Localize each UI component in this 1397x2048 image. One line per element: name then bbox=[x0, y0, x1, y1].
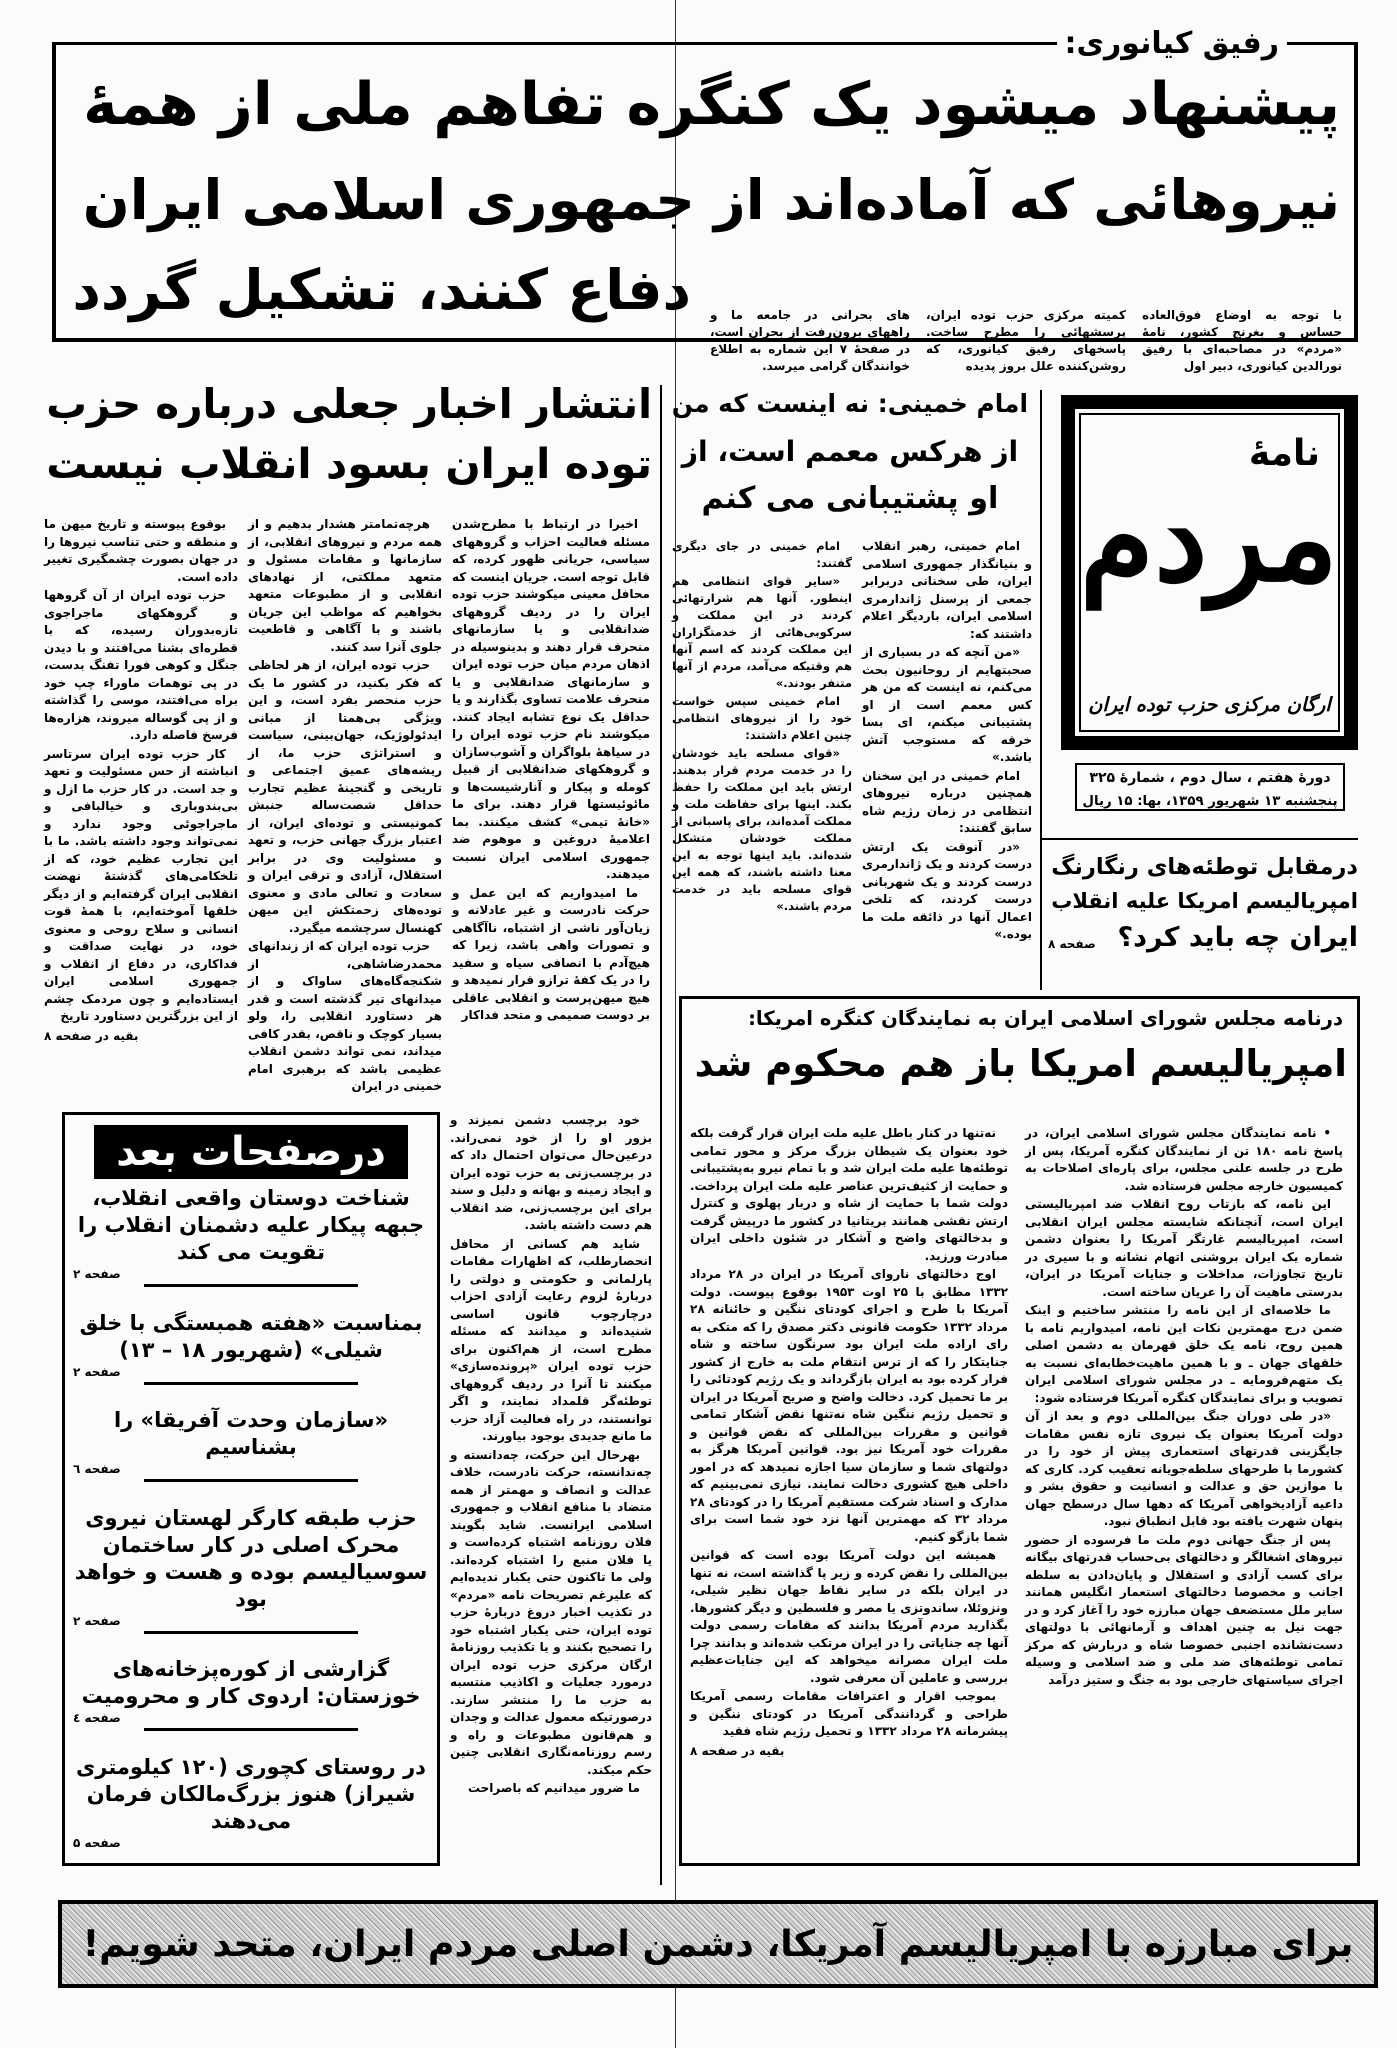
paragraph: حزب توده ایران، از هر لحاظی که فکر بکنید، در کشور ما یک حزب منحصر بفرد است، و این ویژگی بی‌همتا از مبانی ایدئولوژیک، جهان‌بینی، سیاست و استراتژی حزب ما، از ریشه‌های عمیق اجتماعی و تاریخی و گنجینهٔ عظیم تجارب حداقل شصت‌ساله جنبش کمونیستی و توده‌ای ایران، از اعتبار بزرگ جهانی حزب، و تعهد و مسئولیت وی در برابر استقلال، آزادی و ترقی ایران و سعادت و تعالی مادی و معنوی توده‌های زحمتکش این میهن کهنسال سرچشمه میگیرد. bbox=[248, 658, 442, 935]
paragraph: امام خمینی در این سخنان همچنین درباره نیروهای انتظامی در زمان رژیم شاه سابق گفتند: bbox=[862, 768, 1032, 835]
lead-headline-line-3 bbox=[66, 258, 691, 343]
column-divider bbox=[1040, 390, 1042, 990]
next-pages-item-title: شناخت دوستان واقعی انقلاب، جبهه پیکار علیه دشمنان انقلاب را تقویت می کند bbox=[77, 1186, 425, 1264]
next-pages-item[interactable] bbox=[73, 1505, 429, 1639]
next-pages-item-page: صفحه ۲ bbox=[73, 1613, 121, 1628]
issue-date-price: پنجشنبه ۱۳ شهریور ۱۳۵۹، بها: ۱۵ ریال bbox=[1082, 794, 1338, 809]
majlis-column-left bbox=[690, 1125, 1008, 1760]
sidebar-headline-text: درمقابل توطئه‌های رنگارنگ bbox=[1051, 854, 1358, 880]
paragraph: «سایر قوای انتظامی هم اینطور. آنها هم شرارتهائی کردند در این مملکت و سرکوبی‌هائی از خدمتگزاران این مملکت کردند که اسم آنها هم وقتیکه می‌آمد، مردم از آنها متنفر بودند.» bbox=[672, 574, 852, 690]
next-pages-item-page: صفحه ۲ bbox=[73, 1267, 121, 1281]
lead-story-box bbox=[52, 42, 1358, 373]
tudeh-continued-note: بقیه در صفحه ۸ bbox=[44, 1028, 139, 1043]
sidebar-headline-line-2 bbox=[1048, 890, 1358, 922]
lead-summary-col-1: با توجه به اوضاع فوق‌العاده حساس و بغرنج کشور، نامهٔ «مردم» در مصاحبه‌ای با رفیق نورالدین کیانوری، دبیر اول bbox=[1142, 308, 1342, 373]
khomeini-headline-text: امام خمینی: نه اینست که من bbox=[671, 389, 1028, 418]
lead-summary-col-2: کمیته مرکزی حزب توده ایران، پرسشهائی را مطرح ساخت. پاسخهای رفیق کیانوری، که روشن‌کننده علل بروز پدیده‌ bbox=[926, 308, 1126, 373]
khomeini-headline-line-3 bbox=[700, 481, 1000, 528]
paragraph: «قوای مسلحه باید خودشان را در خدمت مردم قرار بدهند. ارتش باید این مملکت را حفظ بکند. اینها برای حفاظت ملت و مملکت آمده‌اند، برای پاسبانی از مملکت خودشان متشکل شده‌اند. باید اینها توجه به این معنا داشته باشند، که همه این قوای مسلحه باید در خدمت مردم باشند.» bbox=[672, 746, 852, 913]
paragraph: «در آنوقت یک ارتش درست کردند و یک ژاندارمری درست کردند و یک شهربانی درست کردند، که تلخی اعمال آنها در ذائقه ملت ما بوده.» bbox=[862, 839, 1032, 941]
paragraph: حزب توده ایران که از زندانهای محمدرضاشاهی، از شکنجه‌گاه‌های ساواک و از میدانهای تیر گذشته است و قدر هر دستاورد انقلابی را، ولو بسیار کوچک و ناقص، بقدر کافی میداند، نمی تواند دشمن انقلاب عظیمی باشد که برهبری امام خمینی در ایران bbox=[248, 939, 442, 1093]
next-pages-item[interactable] bbox=[73, 1310, 429, 1390]
divider bbox=[144, 1728, 358, 1731]
paragraph: بوقوع پیوسته و تاریخ میهن ما و منطقه و حتی تناسب نیروها را در جهان بصورت چشمگیری تغییر داده است. bbox=[44, 517, 238, 584]
sidebar-headline-row-3 bbox=[1048, 924, 1358, 951]
next-pages-item-title: بمناسبت «هفته همبستگی با خلق شیلی» (شهریور ۱۸ – ۱۳) bbox=[79, 1310, 423, 1362]
paragraph: خود برچسب دشمن نمیزند و بزور او را از خود نمی‌راند. درعین‌حال می‌توان احتمال داد که در برچسب‌زنی به حزب توده ایران و ایجاد زمینه و بهانه و دلیل و سند برای این برچسب‌زنی، ضد انقلاب هم دست داشته باشد. bbox=[450, 1113, 652, 1232]
paragraph: هرچه‌تمامتر هشدار بدهیم و از همه مردم و نیروهای انقلابی، از سازمانها و مقامات مسئول و متعهد مملکتی، از نهادهای انقلابی و از مطبوعات متعهد بخواهیم که مواظب این جریان باشند و با آگاهی و قاطعیت جلوی آنرا سد کنند. bbox=[248, 517, 442, 654]
divider bbox=[144, 1382, 358, 1385]
issue-line-1 bbox=[1081, 766, 1339, 789]
divider bbox=[144, 1479, 358, 1482]
paragraph: • نامه نمایندگان مجلس شورای اسلامی ایران، در پاسخ نامه ۱۸۰ تن از نمایندگان کنگره آمریکا، پس از طرح در جلسه علنی مجلس، برای پاره‌ای اصلاحات به کمیسیون خارجه مجلس فرستاده شد. bbox=[1025, 1126, 1343, 1193]
majlis-kicker-text: درنامه مجلس شورای اسلامی ایران به نمایندگان کنگره امریکا: bbox=[748, 1007, 1343, 1030]
divider bbox=[144, 1631, 358, 1634]
khomeini-headline-line-2 bbox=[680, 435, 1020, 482]
khomeini-column-left bbox=[672, 538, 852, 916]
masthead-logo bbox=[1061, 395, 1358, 750]
issue-number: دورهٔ هفتم ، سال دوم ، شمارهٔ ۳۲۵ bbox=[1089, 770, 1331, 786]
tudeh-headline-text: توده ایران بسود انقلاب نیست bbox=[46, 440, 652, 488]
paragraph: «در طی دوران جنگ بین‌المللی دوم و بعد از آن دولت آمریکا بعنوان یک نیروی تازه نفس مقامات جایگزینی قدرتهای استعماری پیش از خود را در کشورما با طرحهای سلطه‌جویانه تعقیب کرد. کاری که با موازین حق و عدالت و انسانیت و حقوق بشر و داعیه آزادیخواهی آمریکا که دهها سال درسطح جهان پنهان شهرت یافته بود قابل انطباق نبود. bbox=[1025, 1409, 1343, 1528]
issue-info-box bbox=[1075, 763, 1345, 811]
paragraph: پس از جنگ جهانی دوم ملت ما فرسوده از حضور نیروهای اشغالگر و دخالتهای بی‌حساب قدرتهای بیگانه برای کسب آزادی و استقلال و پایان‌دادن به سلطه اجانب و مخصوصا دخالتهای استعمار انگلیس همانند سایر ملل مستضعف جهان مبارزه خود را آغاز کرد و در جهت نیل به چنین اهداف و آرمانهائی با دولتهای دست‌نشانده اجنبی خصوصا شاه و دربارش که مرکز تمامی توطئه‌های ضد ملی و ضد اسلامی و وسیله اجرای سیاستهای خارجی بود به جنگ و ستیز درآمد bbox=[1025, 1532, 1343, 1687]
next-pages-item[interactable] bbox=[73, 1754, 429, 1853]
paragraph: بموجب اقرار و اعترافات مقامات رسمی آمریکا طراحی و گردانندگی آمریکا در کودتای ننگین و پیشرمانه ۲۸ مرداد ۱۳۳۲ و تحمیل رژیم شاه فقید bbox=[690, 1689, 1008, 1738]
lead-kicker: رفیق کیانوری: bbox=[1057, 26, 1287, 61]
next-pages-item[interactable] bbox=[73, 1656, 429, 1736]
masthead-title: مردم bbox=[1079, 468, 1338, 609]
majlis-kicker bbox=[742, 1009, 1343, 1041]
next-pages-item-page: صفحه ۲ bbox=[73, 1364, 121, 1379]
next-pages-item[interactable] bbox=[73, 1407, 429, 1487]
bottom-slogan-banner bbox=[58, 1900, 1378, 1988]
paragraph: بهرحال این حرکت، چه‌دانسته و چه‌ندانسته، حرکت نادرست، خلاف عدالت و انصاف و مهمتر از همه متضاد با منافع انقلاب و جمهوری اسلامی ایرانست. شاید بگویند فلان روزنامه اشتباه کرده‌است و یا فلان منبع را اشتباه کرده‌اند. ولی ما تاکنون حتی یکبار ندیده‌ایم که علیرغم تصریحات نامه «مردم» در تکذیب اخبار دروغ دربارهٔ حزب توده ایران، حتی یکبار اشتباه خود را تصحیح بکنند و یا تکذیب روزنامهٔ ارگان مرکزی حزب توده ایران درمورد جعلیات و اکاذیب منتسبه به حزب ما را منتشر سازند. درصورتیکه معمول عدالت و وجدان و هم‌قانون مطبوعات و راه و رسم روزنامه‌نگاری انقلابی چنین حکم میکند. bbox=[450, 1447, 652, 1777]
paragraph: ما ضرور میدانیم که باصراحت bbox=[467, 1781, 640, 1795]
paragraph: امام خمینی، رهبر انقلاب و بنیانگذار جمهوری اسلامی ایران، طی سخنانی دربرابر جمعی از پرسنل ژاندارمری اسلامی ایران، باردیگر اعلام داشتند که: bbox=[862, 539, 1032, 641]
paragraph: همیشه این دولت آمریکا بوده است که قوانین بین‌المللی را نقض کرده و زیر پا گذاشته است، نه تنها در ایران بلکه در سایر نقاط جهان نظیر شیلی، ونزوئلا، ساندوتزی یا مصر و فلسطین و دیگر کشورها. بگذارید مردم آمریکا بدانند که مقامات رسمی دولت آنها چه جنایاتی را در ایران مرتکب شده‌اند و بدانند چرا ملت ایران مصرانه میخواهد که این جنایات‌عظیم بررسی و عاملین آن معرفی شود. bbox=[690, 1548, 1008, 1685]
paragraph: این نامه، که بازتاب روح انقلاب ضد امپریالیستی ایران است، آنچنانکه شایسته مجلس ایران انقلابی است، امپریالیسم غارتگر آمریکا را بعنوان دشمن شماره یک ایران بروشنی اتهام نشانه و با سیری در تاریخ تجاوزات، مداخلات و جنایات آمریکا در ایران، بدرستی ماهیت آن را عریان ساخته است. bbox=[1025, 1197, 1343, 1299]
tudeh-column-lower bbox=[450, 1112, 652, 1799]
next-pages-title: درصفحات بعد bbox=[94, 1125, 408, 1179]
next-pages-item-title: در روستای کچوری (۱۲۰ کیلومتری شیراز) هنوز بزرگ‌مالکان فرمان می‌دهند bbox=[76, 1754, 426, 1833]
sidebar-page-ref: صفحه ۸ bbox=[1048, 937, 1096, 951]
paragraph: «من آنچه که در بسیاری از صحبتهایم از روحانیون بحث می‌کنم، نه اینست که من هر کس معمم است از او پشتیبانی میکنم، ای بسا خرقه که مستوجب آتش باشد.» bbox=[862, 645, 1032, 764]
next-pages-item-page: صفحه ٦ bbox=[73, 1462, 121, 1477]
next-pages-box bbox=[62, 1112, 440, 1866]
majlis-headline-text: امپریالیسم امریکا باز هم محکوم شد bbox=[694, 1042, 1347, 1085]
masthead-subtitle: ارگان مرکزی حزب توده ایران bbox=[1088, 693, 1331, 716]
divider bbox=[144, 1284, 358, 1287]
slogan-text: برای مبارزه با امپریالیسم آمریکا، دشمن اصلی مردم ایران، متحد شویم! bbox=[82, 1921, 1354, 1965]
tudeh-column-left bbox=[44, 516, 238, 1045]
khomeini-headline-text: از هرکس معمم است، از bbox=[681, 435, 1019, 468]
column-divider bbox=[660, 385, 662, 1885]
majlis-headline bbox=[688, 1042, 1347, 1111]
sidebar-headline-text: امپریالیسم امریکا علیه انقلاب bbox=[1051, 888, 1358, 913]
paragraph: شاید هم کسانی از محافل انحصارطلب، که اظهارات مقامات پارلمانی و حکومتی و دولتی را دربارهٔ لزوم رعایت آزادی احزاب درچارچوب قانون اساسی شنیده‌اند و میدانند که مسئله مطرح است، از هم‌اکنون برای حزب توده ایران «پرونده‌سازی» میکنند تا آنرا در ردیف گروههای توطئه‌گر قلمداد نمایند، و اگر توانستند، در راه فعالیت آزاد حزب ما مانع جدیدی بوجود بیاورند. bbox=[450, 1236, 652, 1443]
paragraph: اخیرا در ارتباط با مطرح‌شدن مسئله فعالیت احزاب و گروههای سیاسی، جریانی ظهور کرده، که قابل توجه است. جریان اینست که محافل معینی میکوشند حزب توده ایران را در ردیف گروههای ضدانقلابی و یا سازمانهای منحرف قرار دهند و بدینوسیله در اذهان مردم میان حزب توده ایران و سازمانهای ضدانقلابی و یا منحرف علامت تساوی بگذارند و یا حداقل یک نوع تشابه ایجاد کنند. میکوشند نام حزب توده ایران را در سیاههٔ بلواگران و آشوب‌سازان و گروهکهای ضدانقلابی از قبیل کومله و پیکار و آنارشیست‌ها و مائوئیستها قرار دهند. برای ما «خانهٔ تیمی» کشف میکنند. بما اعلامیهٔ دروغین و موهوم ضد جمهوری اسلامی ایران نسبت میدهند. bbox=[452, 517, 650, 881]
paragraph: حزب توده ایران از آن گروهها و گروهکهای ماجراجوی تازه‌بدوران رسیده، که با قطره‌ای بشنا می‌افتند و با دیدن جنگل و کوهی فورا تفنگ بدست، در پی توهمات ماوراء چپ خود براه می‌افتند، موسی را گذاشته و از پی گوساله میروند، هزاره‌ها فرسخ فاصله دارد. bbox=[44, 588, 238, 742]
divider bbox=[1040, 838, 1358, 840]
next-pages-item-title: «سازمان وحدت آفریقا» را بشناسیم bbox=[113, 1408, 389, 1460]
paragraph: ما خلاصه‌ای از این نامه را منتشر ساختیم و اینک ضمن درج مهمترین نکات این نامه، امیدواریم نامه با همین روح، نامه یک خلق قهرمان به دشمن اصلی خلقهای جهان ـ و با همین ماهیت‌خطابه‌ای نسبت به یک متهم‌فرومایه ـ در مجلس شورای اسلامی ایران تصویب و برای نمایندگان کنگره آمریکا فرستاده شود: bbox=[1025, 1303, 1343, 1405]
masthead-small-title: نامهٔ bbox=[1248, 433, 1320, 474]
majlis-column-right bbox=[1025, 1125, 1343, 1690]
tudeh-column-middle bbox=[248, 516, 442, 1097]
tudeh-headline-text: انتشار اخبار جعلی درباره حزب bbox=[46, 380, 652, 428]
lead-summary-col-3: های بحرانی در جامعه ما و راههای برون‌رفت از بحران است، در صفحهٔ ۷ این شماره به اطلاع خوانندگان گرامی میرسد. bbox=[710, 308, 910, 373]
majlis-continued-note: بقیه در صفحه ۸ bbox=[690, 1743, 785, 1758]
next-pages-item-title: گزارشی از کوره‌پزخانه‌های خوزستان: اردوی کار و محرومیت bbox=[81, 1657, 421, 1709]
next-pages-item-title: حزب طبقه کارگر لهستان نیروی محرک اصلی در کار ساختمان سوسیالیسم بوده و هست و خواهد بود bbox=[74, 1505, 428, 1611]
tudeh-headline-line-2 bbox=[40, 440, 652, 502]
next-pages-item-page: صفحه ۵ bbox=[73, 1835, 121, 1850]
sidebar-headline-line-3: ایران چه باید کرد؟ bbox=[1117, 922, 1358, 953]
lead-headline-text: دفاع کنند، تشکیل گردد bbox=[72, 258, 691, 323]
tudeh-headline-line-1 bbox=[40, 380, 652, 442]
next-pages-item-page: صفحه ٤ bbox=[73, 1711, 121, 1726]
paragraph: امام خمینی در جای دیگری گفتند: bbox=[672, 539, 852, 570]
paragraph: نه‌تنها در کنار باطل علیه ملت ایران قرار گرفت بلکه خود بعنوان یک شیطان بزرگ مرکز و محور تمامی توطئه‌ها علیه ملت ایران شد و با تمام نیرو به‌پشتیبانی و حمایت از کثیف‌ترین عناصر علیه ملت ایران پرداخت. دولت شما با حمایت از شاه و دربار پهلوی و کنترل ارتش نقشی همانند بریتانیا در کشور ما درپیش گرفت و بدخالتهای واضح و آشکار در شئون داخلی ایران مبادرت ورزید. bbox=[690, 1126, 1008, 1263]
next-pages-item[interactable] bbox=[73, 1185, 429, 1292]
lead-headline-text: پیشنهاد میشود یک کنگره تفاهم ملی از همهٔ bbox=[83, 70, 1340, 138]
khomeini-headline-text: او پشتیبانی می کنم bbox=[701, 481, 999, 516]
paragraph: اوج دخالتهای ناروای آمریکا در ایران در ۲۸ مرداد ۱۳۳۲ مطابق با ۲۵ اوت ۱۹۵۳ بوقوع پیوست. دولت آمریکا با طرح و اجرای کودتای ننگین و خائنانه ۲۸ مرداد ۱۳۳۲ حکومت قانونی دکتر مصدق را که متکی به رای اراده ملت ایران بود سرنگون ساخته و شاه جنایتکار را که از ترس انتقام ملت به خارج از کشور فرار کرده بود به ایران بازگرداند و یک رژیم کودتائی را بر ما تحمیل کرد. دخالت واضح و صریح آمریکا در ایران و تحمیل رژیم ننگین شاه نه‌تنها نقض آشکار تمامی قوانین و مقررات بین‌المللی که نقض قوانین و مقررات خود آمریکا نیز بود. قوانین آمریکا هرگز به دولتهای شما و سازمان سیا اجازه نمیدهد که در امور داخلی هیچ کشوری دخالت نمایند. نیازی نمی‌بینیم که مدارک و اسناد شرکت مستقیم آمریکا را در کودتای ۲۸ مرداد ۳۲ که مهمترین آنها نزد خود شما است برای شما بازگو کنیم. bbox=[690, 1267, 1008, 1544]
majlis-article-box bbox=[679, 996, 1360, 1866]
lead-headline-line-1 bbox=[70, 70, 1340, 175]
paragraph: کار حزب توده ایران سرتاسر انباشته از حس مسئولیت و تعهد و جد است. در کار حزب ما ازل و بی‌بندوباری و خیالبافی و ماجراجوئی وجود ندارد و نمی‌تواند وجود داشته باشد. ما با این تجارب عظیم خود، که از تلخکامی‌های گذشتهٔ نهضت انقلابی ایران گرفته‌ایم و از دیگر خلقها آموخته‌ایم، با همهٔ قوت انسانی و سلاح روحی و معنوی خود، در نهایت صداقت و فداکاری، در دفاع از انقلاب و جمهوری اسلامی ایران ایستاده‌ایم و چون مردمک چشم از این بزرگترین دستاورد تاریخ bbox=[44, 746, 238, 1023]
sidebar-headline-line-1 bbox=[1048, 856, 1358, 888]
issue-line-2 bbox=[1081, 789, 1339, 812]
lead-headline-text: نیروهائی که آماده‌اند از جمهوری اسلامی ایران bbox=[82, 168, 1340, 232]
paragraph: امام خمینی سپس خواست خود را از نیروهای انتظامی چنین اعلام داشتند: bbox=[672, 694, 852, 742]
next-pages-list bbox=[73, 1185, 429, 1853]
khomeini-column-right bbox=[862, 538, 1032, 945]
masthead-subtitle-wrap bbox=[1087, 693, 1332, 716]
tudeh-column-right bbox=[452, 516, 650, 1026]
khomeini-headline-line-1 bbox=[668, 389, 1028, 436]
paragraph: ما امیدواریم که این عمل و حرکت نادرست و غیر عادلانه و زیان‌آور ناشی از اشتباه، ناآگاهی و تصورات واهی باشد، زیرا که هیچ‌آدم با انصافی سیاه و سفید را در یک کفهٔ ترازو قرار نمیدهد و هیچ میهن‌پرست و انقلابی عاقلی بر دوست صمیمی و متحد فداکار bbox=[452, 885, 650, 1022]
